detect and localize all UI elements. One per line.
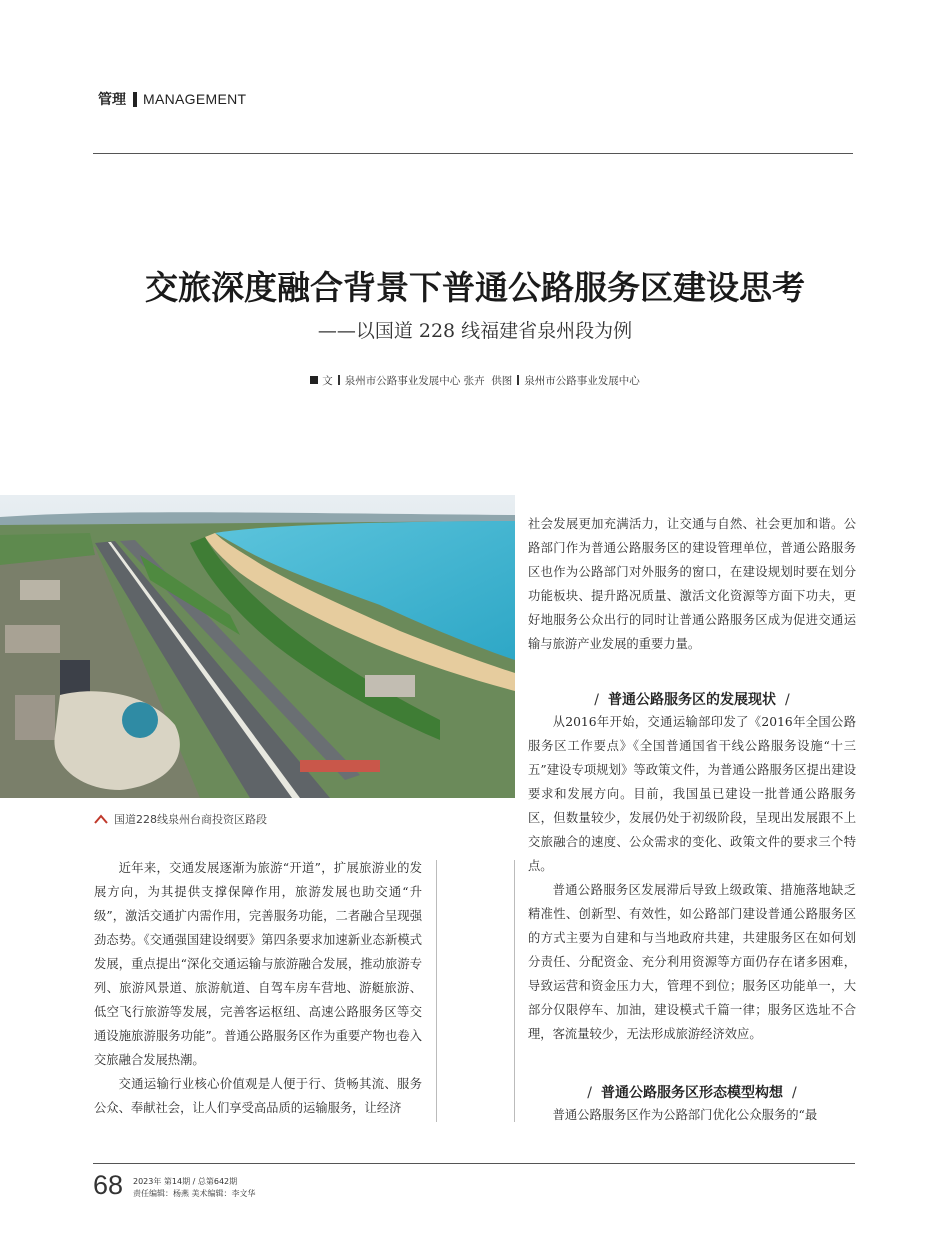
byline-photo-source: 泉州市公路事业发展中心 <box>524 375 640 387</box>
section2-body <box>528 1103 856 1127</box>
slash-ornament: / <box>594 692 599 708</box>
section-tag <box>98 89 246 109</box>
slash-ornament: / <box>785 692 790 708</box>
page-number: 68 <box>93 1170 124 1200</box>
building <box>5 625 60 653</box>
article-title: 交旅深度融合背景下普通公路服务区建设思考 <box>145 268 805 307</box>
building <box>15 695 55 740</box>
byline-author: 泉州市公路事业发展中心 张卉 <box>344 375 485 387</box>
byline-separator <box>338 375 340 385</box>
footer-rule <box>93 1163 855 1164</box>
paragraph: 从2016年开始，交通运输部印发了《2016年全国公路服务区工作要点》《全国普通国省干线公路服务设施“十三五”建设专项规划》等政策文件，为普通公路服务区提出建设要求和发展方向。目前，我国虽已建设一批普通公路服务区，但数量较少，发展仍处于初级阶段，呈现出发展跟不上交旅融合的速度、公众需求的变化、政策文件的要求三个特点。 <box>528 715 856 873</box>
header-rule <box>93 153 853 154</box>
section-divider-bar <box>133 92 137 107</box>
section-heading-model <box>528 1082 856 1102</box>
paragraph: 近年来，交通发展逐渐为旅游“开道”，扩展旅游业的发展方向，为其提供支撑保障作用，旅游发展也助交通“升级”，激活交通扩内需作用，完善服务功能，二者融合呈现强劲态势。《交通强国建设纲要》第四条要求加速新业态新模式发展，重点提出“深化交通运输与旅游融合发展，推动旅游专列、旅游风景道、旅游航道、自驾车房车营地、游艇旅游、低空飞行旅游等发展，完善客运枢纽、高速公路服务区等交通设施旅游服务功能”。普通公路服务区作为重要产物也卷入交旅融合发展热潮。 <box>94 861 422 1067</box>
paragraph: 普通公路服务区作为公路部门优化公众服务的“最 <box>552 1108 818 1122</box>
red-track <box>300 760 380 772</box>
editor-credits: 责任编辑：杨燕 美术编辑：李文华 <box>133 1189 256 1198</box>
photo-caption-text: 国道228线泉州台商投资区路段 <box>114 813 267 826</box>
section-name-zh: 管理 <box>98 92 126 108</box>
slash-ornament: / <box>792 1085 797 1101</box>
byline-text-label: 文 <box>322 375 333 387</box>
paragraph: 交通运输行业核心价值观是人便于行、货畅其流、服务公众、奉献社会，让人们享受高品质的运输服务，让经济 <box>94 1077 422 1115</box>
section1-body <box>528 710 856 1046</box>
left-column <box>94 856 422 1120</box>
right-column-continuation <box>528 512 856 656</box>
byline-square-icon <box>310 376 318 384</box>
byline-separator <box>517 375 519 385</box>
building <box>20 580 60 600</box>
caret-up-icon <box>94 814 108 824</box>
section-heading-status <box>528 689 856 709</box>
photo-caption <box>94 811 267 827</box>
service-area-building <box>365 675 415 697</box>
byline <box>60 373 890 388</box>
column-divider <box>436 860 437 1122</box>
section-name-en: MANAGEMENT <box>143 91 247 107</box>
aerial-photo <box>0 495 515 798</box>
aerial-photo-drawing <box>0 495 515 798</box>
article-subtitle: ——以国道 228 线福建省泉州段为例 <box>317 320 633 342</box>
pond <box>122 702 158 738</box>
issue-info: 2023年 第14期 / 总第642期 <box>133 1177 238 1186</box>
paragraph: 普通公路服务区发展滞后导致上级政策、措施落地缺乏精准性、创新型、有效性，如公路部门建设普通公路服务区的方式主要为自建和与当地政府共建，共建服务区在如何划分责任、分配资金、充分利用资源等方面仍存在诸多困难，导致运营和资金压力大，管理不到位；服务区功能单一，大部分仅限停车、加油，建设模式千篇一律；服务区选址不合理，客流量较少，无法形成旅游经济效应。 <box>528 883 856 1041</box>
section-heading-text: 普通公路服务区形态模型构想 <box>601 1085 783 1101</box>
section-heading-text: 普通公路服务区的发展现状 <box>608 692 776 708</box>
byline-photo-label: 供图 <box>491 375 513 387</box>
column-divider <box>514 860 515 1122</box>
paragraph: 社会发展更加充满活力，让交通与自然、社会更加和谐。公路部门作为普通公路服务区的建设管理单位，普通公路服务区也作为公路部门对外服务的窗口，在建设规划时要在划分功能板块、提升路况质量、激活文化资源等方面下功夫，更好地服务公众出行的同时让普通公路服务区成为促进交通运输与旅游产业发展的重要力量。 <box>528 517 856 651</box>
slash-ornament: / <box>587 1085 592 1101</box>
